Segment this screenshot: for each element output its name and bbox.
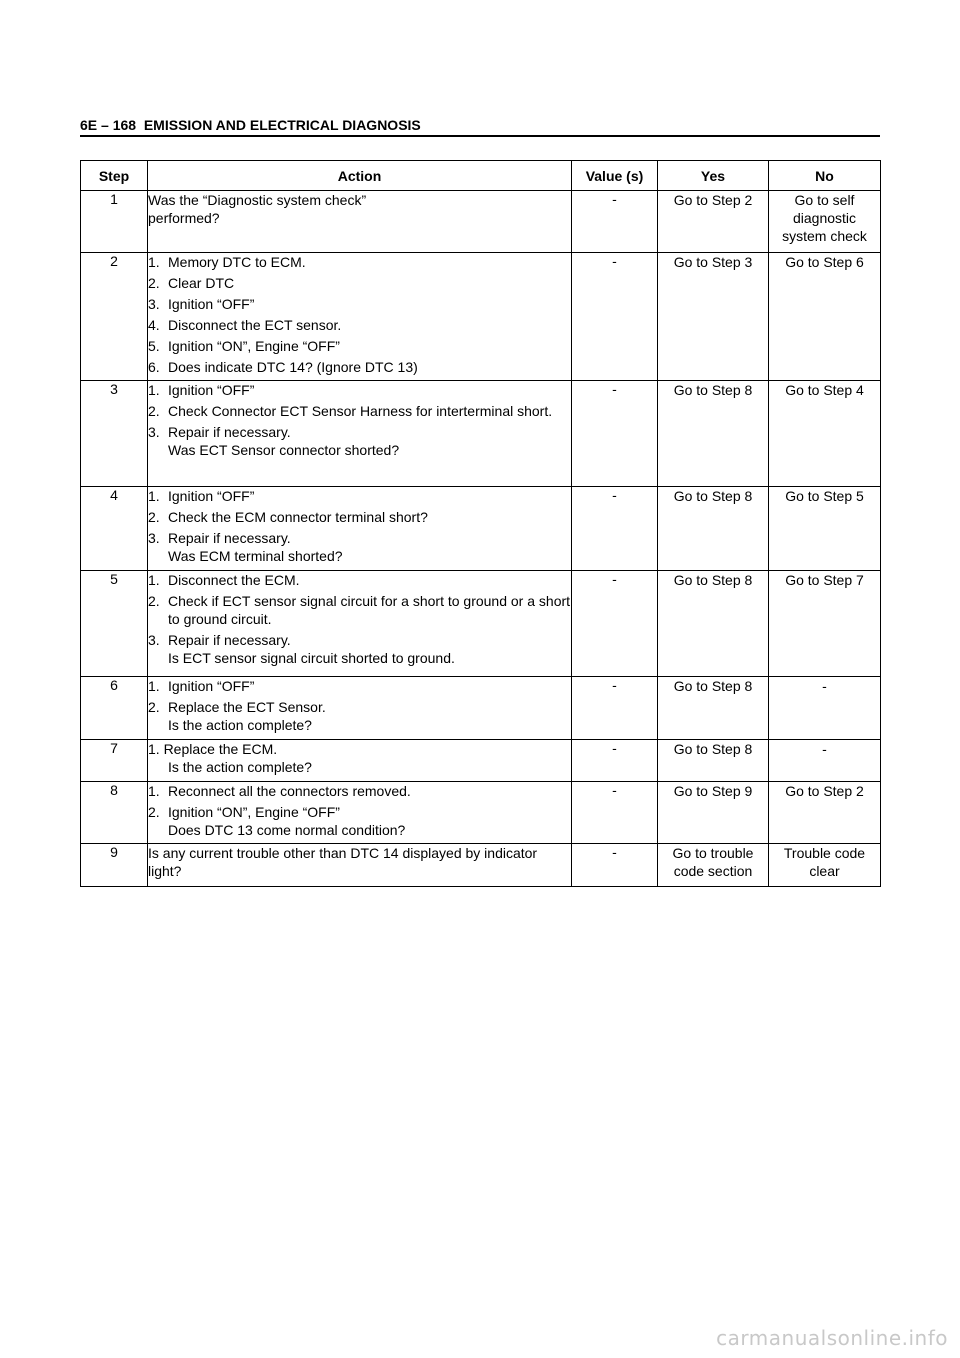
value-cell: - bbox=[572, 844, 658, 887]
action-text: 1. Replace the ECM. bbox=[148, 741, 278, 757]
step-number: 1 bbox=[81, 191, 148, 253]
action-item-text: Check if ECT sensor signal circuit for a short to ground or a short to ground circuit. bbox=[168, 593, 571, 627]
no-text: Go to Step 6 bbox=[785, 254, 864, 270]
column-header-action: Action bbox=[148, 161, 572, 191]
action-item-text: Repair if necessary. bbox=[168, 632, 291, 648]
section-title: EMISSION AND ELECTRICAL DIAGNOSIS bbox=[143, 117, 421, 133]
action-cell bbox=[148, 740, 572, 782]
action-cell bbox=[148, 782, 572, 844]
action-item-text: Disconnect the ECT sensor. bbox=[168, 317, 342, 333]
value-cell: - bbox=[572, 191, 658, 253]
yes-cell bbox=[658, 571, 769, 677]
table-row bbox=[81, 191, 881, 253]
action-list-item: 5. Ignition “ON”, Engine “OFF” bbox=[148, 338, 340, 354]
action-question: Does DTC 13 come normal condition? bbox=[168, 822, 406, 838]
no-text: Go to self diagnostic system check bbox=[782, 192, 867, 244]
action-list bbox=[148, 253, 571, 376]
value-cell: - bbox=[572, 381, 658, 487]
step-number: 2 bbox=[81, 253, 148, 381]
action-item-text: Ignition “OFF” bbox=[168, 488, 255, 504]
action-item-text: Ignition “OFF” bbox=[168, 678, 255, 694]
yes-text: Go to Step 3 bbox=[673, 254, 753, 270]
step-number: 5 bbox=[81, 571, 148, 677]
action-list-item: 1. Ignition “OFF” bbox=[148, 488, 255, 504]
action-cell bbox=[148, 253, 572, 381]
yes-cell bbox=[658, 487, 769, 571]
action-list-item: 6. Does indicate DTC 14? (Ignore DTC 13) bbox=[148, 359, 418, 375]
yes-cell bbox=[658, 740, 769, 782]
no-cell bbox=[769, 487, 881, 571]
no-cell bbox=[769, 191, 881, 253]
table-header-row bbox=[81, 161, 881, 191]
table-row bbox=[81, 253, 881, 381]
action-cell bbox=[148, 571, 572, 677]
step-number: 6 bbox=[81, 677, 148, 740]
action-list bbox=[148, 487, 571, 547]
table-row bbox=[81, 381, 881, 487]
no-text: Go to Step 2 bbox=[785, 783, 864, 799]
yes-text: Go to Step 8 bbox=[673, 382, 753, 398]
no-cell bbox=[769, 677, 881, 740]
action-question: Is the action complete? bbox=[168, 759, 312, 775]
action-cell bbox=[148, 191, 572, 253]
action-item-text: Ignition “OFF” bbox=[168, 382, 255, 398]
no-text: Trouble code clear bbox=[783, 845, 866, 879]
yes-text: Go to Step 9 bbox=[673, 783, 753, 799]
action-list bbox=[148, 782, 571, 821]
no-cell bbox=[769, 782, 881, 844]
value-cell: - bbox=[572, 487, 658, 571]
action-list-item: 2. Check the ECM connector terminal short? bbox=[148, 509, 428, 525]
table-body bbox=[81, 191, 881, 887]
action-list-item: 3. Ignition “OFF” bbox=[148, 296, 255, 312]
action-list-item: 2. Ignition “ON”, Engine “OFF” bbox=[148, 804, 340, 820]
step-number: 8 bbox=[81, 782, 148, 844]
yes-text: Go to Step 8 bbox=[673, 572, 753, 588]
action-question: Is ECT sensor signal circuit shorted to ground. bbox=[168, 650, 455, 666]
yes-cell bbox=[658, 191, 769, 253]
action-list-item: 2. Replace the ECT Sensor. bbox=[148, 699, 326, 715]
value-cell: - bbox=[572, 253, 658, 381]
action-list-item: 2. Check if ECT sensor signal circuit for a short to ground or a short to ground circuit. bbox=[148, 593, 571, 627]
action-list-item: 1. Ignition “OFF” bbox=[148, 382, 255, 398]
action-item-text: Ignition “ON”, Engine “OFF” bbox=[168, 338, 340, 354]
watermark: carmanualsonline.info bbox=[716, 1326, 948, 1350]
table-row bbox=[81, 782, 881, 844]
action-question: Was ECT Sensor connector shorted? bbox=[168, 442, 400, 458]
action-item-text: Reconnect all the connectors removed. bbox=[168, 783, 411, 799]
yes-text: Go to Step 8 bbox=[673, 678, 753, 694]
action-cell bbox=[148, 487, 572, 571]
action-question: Was ECM terminal shorted? bbox=[168, 548, 343, 564]
action-cell bbox=[148, 844, 572, 887]
page-header bbox=[80, 117, 880, 137]
yes-cell bbox=[658, 782, 769, 844]
table-row bbox=[81, 571, 881, 677]
no-cell bbox=[769, 253, 881, 381]
action-item-text: Does indicate DTC 14? (Ignore DTC 13) bbox=[168, 359, 418, 375]
step-number: 9 bbox=[81, 844, 148, 887]
step-number: 3 bbox=[81, 381, 148, 487]
action-list-item: 2. Check Connector ECT Sensor Harness for interterminal short. bbox=[148, 403, 553, 419]
no-cell bbox=[769, 571, 881, 677]
action-list bbox=[148, 677, 571, 716]
column-header-no: No bbox=[769, 161, 881, 191]
value-cell: - bbox=[572, 740, 658, 782]
yes-cell bbox=[658, 381, 769, 487]
action-list bbox=[148, 381, 571, 441]
table-row bbox=[81, 740, 881, 782]
action-list-item: 4. Disconnect the ECT sensor. bbox=[148, 317, 342, 333]
page-number: 6E – 168 bbox=[80, 117, 137, 133]
column-header-step: Step bbox=[81, 161, 148, 191]
action-question: Is the action complete? bbox=[168, 717, 312, 733]
action-list-item: 3. Repair if necessary. bbox=[148, 424, 291, 440]
action-item-text: Check Connector ECT Sensor Harness for interterminal short. bbox=[168, 403, 553, 419]
no-text: - bbox=[822, 678, 827, 694]
column-header-value: Value (s) bbox=[572, 161, 658, 191]
column-header-yes: Yes bbox=[658, 161, 769, 191]
action-list-item: 1. Reconnect all the connectors removed. bbox=[148, 783, 411, 799]
table-row bbox=[81, 487, 881, 571]
action-cell bbox=[148, 677, 572, 740]
table-row bbox=[81, 844, 881, 887]
value-cell: - bbox=[572, 571, 658, 677]
yes-cell bbox=[658, 844, 769, 887]
action-item-text: Repair if necessary. bbox=[168, 424, 291, 440]
no-text: Go to Step 5 bbox=[785, 488, 864, 504]
action-item-text: Repair if necessary. bbox=[168, 530, 291, 546]
no-text: Go to Step 4 bbox=[785, 382, 864, 398]
no-cell bbox=[769, 740, 881, 782]
no-cell bbox=[769, 381, 881, 487]
action-text: Is any current trouble other than DTC 14 displayed by indicator light? bbox=[148, 845, 538, 879]
step-number: 4 bbox=[81, 487, 148, 571]
action-item-text: Disconnect the ECM. bbox=[168, 572, 300, 588]
no-cell bbox=[769, 844, 881, 887]
action-list-item: 2. Clear DTC bbox=[148, 275, 235, 291]
value-cell: - bbox=[572, 677, 658, 740]
action-item-text: Ignition “OFF” bbox=[168, 296, 255, 312]
step-number: 7 bbox=[81, 740, 148, 782]
action-list-item: 1. Disconnect the ECM. bbox=[148, 572, 300, 588]
diagnostic-table bbox=[80, 160, 881, 887]
no-text: Go to Step 7 bbox=[785, 572, 864, 588]
action-list bbox=[148, 571, 571, 649]
table-row bbox=[81, 677, 881, 740]
action-item-text: Clear DTC bbox=[168, 275, 235, 291]
action-item-text: Ignition “ON”, Engine “OFF” bbox=[168, 804, 340, 820]
action-item-text: Check the ECM connector terminal short? bbox=[168, 509, 428, 525]
yes-text: Go to Step 8 bbox=[673, 741, 753, 757]
yes-text: Go to Step 8 bbox=[673, 488, 753, 504]
action-item-text: Replace the ECT Sensor. bbox=[168, 699, 326, 715]
action-list-item: 3. Repair if necessary. bbox=[148, 530, 291, 546]
value-cell: - bbox=[572, 782, 658, 844]
yes-cell bbox=[658, 677, 769, 740]
action-list-item: 1. Ignition “OFF” bbox=[148, 678, 255, 694]
action-list-item: 3. Repair if necessary. bbox=[148, 632, 291, 648]
yes-text: Go to Step 2 bbox=[673, 192, 753, 208]
action-item-text: Memory DTC to ECM. bbox=[168, 254, 306, 270]
action-cell bbox=[148, 381, 572, 487]
action-text: Was the “Diagnostic system check” performed? bbox=[148, 192, 367, 226]
action-list-item: 1. Memory DTC to ECM. bbox=[148, 254, 306, 270]
yes-text: Go to trouble code section bbox=[672, 845, 754, 879]
yes-cell bbox=[658, 253, 769, 381]
no-text: - bbox=[822, 741, 827, 757]
